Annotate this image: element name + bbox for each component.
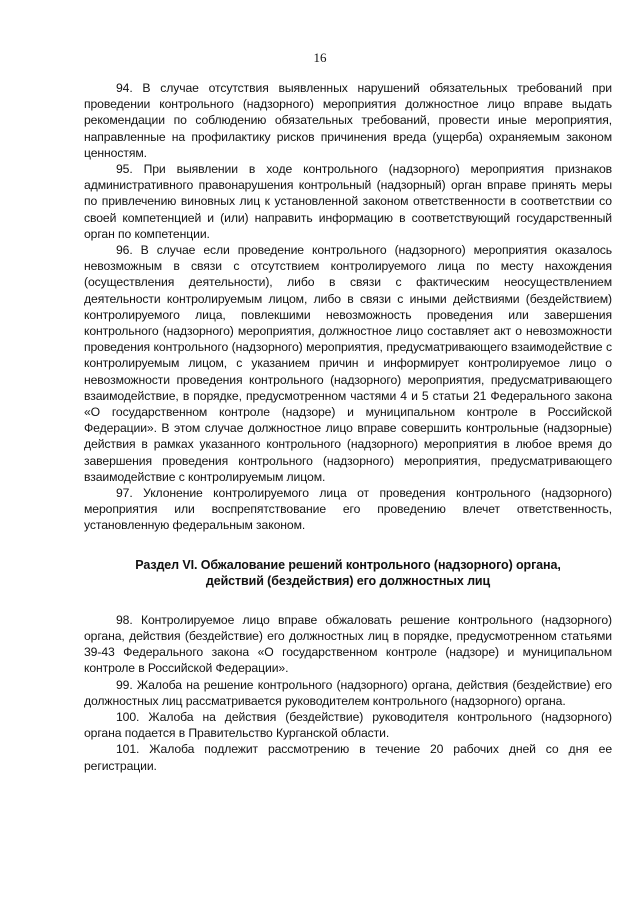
paragraph-100: 100. Жалоба на действия (бездействие) руководителя контрольного (надзорного) органа подается в Правительство Курганской области. bbox=[84, 709, 612, 741]
paragraph-98: 98. Контролируемое лицо вправе обжаловать решение контрольного (надзорного) органа, действия (бездействие) его должностных лиц в порядке, предусмотренном статьями 39-43 Федерального закона «О государственном контроле (надзоре) и муниципальном контроле в Российской Федерации». bbox=[84, 612, 612, 676]
paragraph-99: 99. Жалоба на решение контрольного (надзорного) органа, действия (бездействие) его должностных лиц рассматривается руководителем контрольного (надзорного) органа. bbox=[84, 677, 612, 708]
paragraph-97: 97. Уклонение контролируемого лица от проведения контрольного (надзорного) мероприятия или воспрепятствование его проведению влечет ответственность, установленную федеральным законом. bbox=[84, 486, 612, 533]
paragraph-101: 101. Жалоба подлежит рассмотрению в течение 20 рабочих дней со дня ее регистрации. bbox=[84, 742, 612, 773]
page-number: 16 bbox=[313, 50, 327, 65]
document-body bbox=[84, 80, 612, 774]
section-heading-line-2: действий (бездействия) его должностных лиц bbox=[205, 574, 491, 589]
section-heading bbox=[84, 557, 612, 590]
paragraph-96: 96. В случае если проведение контрольного (надзорного) мероприятия оказалось невозможным в связи с отсутствием контролируемого лица по месту нахождения (осуществления деятельности), либо в связи с фактическим неосуществлением деятельности контролируемым лицом, либо в связи с иными действиями (бездействием) контролируемого лица, повлекшими невозможность проведения или завершения контрольного (надзорного) мероприятия, должностное лицо составляет акт о невозможности проведения контрольного (надзорного) мероприятия, предусматривающего взаимодействие с контролируемым лицом, с указанием причин и информирует контролируемое лицо о невозможности проведения контрольного (надзорного) мероприятия, предусматривающего взаимодействие, в порядке, предусмотренном частями 4 и 5 статьи 21 Федерального закона «О государственном контроле (надзоре) и муниципальном контроле в Российской Федерации». В этом случае должностное лицо вправе совершить контрольные (надзорные) действия в рамках указанного контрольного (надзорного) мероприятия в любое время до завершения проведения контрольного (надзорного) мероприятия, предусматривающего взаимодействие с контролируемым лицом. bbox=[84, 243, 612, 484]
paragraph-95: 95. При выявлении в ходе контрольного (надзорного) мероприятия признаков административного правонарушения контрольный (надзорный) орган вправе принять меры по привлечению виновных лиц к установленной законом ответственности в соответствии со своей компетенцией и (или) направить информацию в соответствующий государственный орган по компетенции. bbox=[84, 162, 612, 241]
paragraph-94: 94. В случае отсутствия выявленных нарушений обязательных требований при проведении контрольного (надзорного) мероприятия должностное лицо вправе выдать рекомендации по соблюдению обязательных требований, провести иные мероприятия, направленные на профилактику рисков причинения вреда (ущерба) охраняемым законом ценностям. bbox=[84, 81, 612, 160]
section-heading-line-1: Раздел VI. Обжалование решений контрольного (надзорного) органа, bbox=[135, 557, 561, 572]
